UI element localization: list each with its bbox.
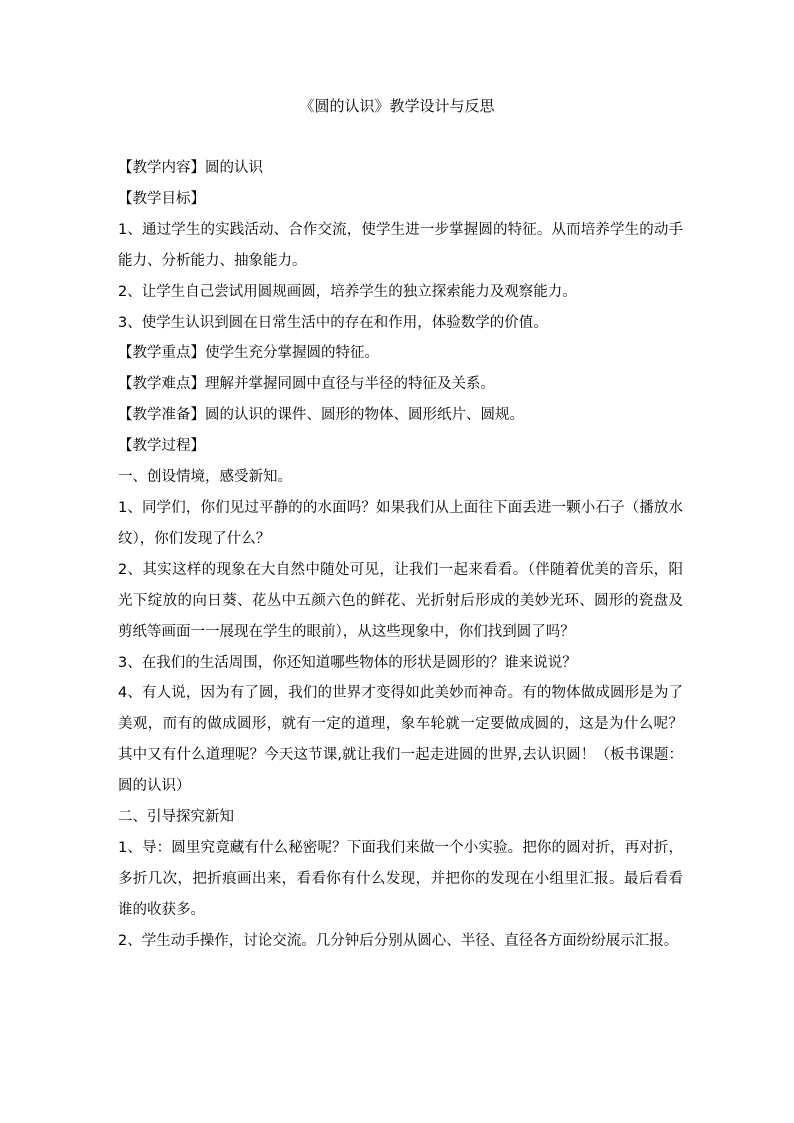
paragraph-section-1-heading: 一、创设情境，感受新知。 (118, 469, 292, 486)
paragraph-teaching-content: 【教学内容】圆的认识 (118, 160, 263, 176)
document-title: 《圆的认识》教学设计与反思 (299, 97, 495, 115)
document-body (118, 153, 683, 957)
paragraph-key-points: 【教学重点】使学生充分掌握圆的特征。 (118, 345, 379, 362)
paragraph-section-1-item-4: 4、有人说，因为有了圆，我们的世界才变得如此美妙而神奇。有的物体做成圆形是为了美观，而有的做成圆形，就有一定的道理，象车轮就一定要做成圆的，这是为什么呢？其中又有什么道理呢？今天这节课,就让我们一起走进圆的世界,去认识圆！（板书课题：圆的认识） (118, 685, 683, 795)
paragraph-process-heading: 【教学过程】 (118, 438, 205, 455)
paragraph-section-1-item-2: 2、其实这样的现象在大自然中随处可见，让我们一起来看看。（伴随着优美的音乐，阳光下绽放的向日葵、花丛中五颜六色的鲜花、光折射后形成的美妙光环、圆形的瓷盘及剪纸等画面一一展现在学生的眼前），从这些现象中，你们找到圆了吗？ (118, 561, 683, 640)
paragraph-difficulties: 【教学难点】理解并掌握同圆中直径与半径的特征及关系。 (118, 376, 495, 393)
paragraph-section-2-item-2: 2、学生动手操作，讨论交流。几分钟后分别从圆心、半径、直径各方面纷纷展示汇报。 (118, 932, 679, 949)
paragraph-section-2-item-1: 1、导：圆里究竟藏有什么秘密呢？下面我们来做一个小实验。把你的圆对折，再对折，多折几次，把折痕画出来，看看你有什么发现，并把你的发现在小组里汇报。最后看看谁的收获多。 (118, 839, 683, 918)
paragraph-section-1-item-3: 3、在我们的生活周围，你还知道哪些物体的形状是圆形的？谁来说说？ (118, 654, 577, 671)
paragraph-section-1-item-1: 1、同学们，你们见过平静的的水面吗？如果我们从上面往下面丢进一颗小石子（播放水纹），你们发现了什么？ (118, 499, 683, 547)
paragraph-section-2-heading: 二、引导探究新知 (118, 809, 234, 826)
paragraph-goal-3: 3、使学生认识到圆在日常生活中的存在和作用，体验数学的价值。 (118, 314, 548, 331)
paragraph-goal-2: 2、让学生自己尝试用圆规画圆，培养学生的独立探索能力及观察能力。 (118, 283, 577, 300)
paragraph-preparation: 【教学准备】圆的认识的课件、圆形的物体、圆形纸片、圆规。 (118, 407, 524, 424)
paragraph-teaching-goals-heading: 【教学目标】 (118, 190, 205, 207)
paragraph-goal-1: 1、通过学生的实践活动、合作交流，使学生进一步掌握圆的特征。从而培养学生的动手能力、分析能力、抽象能力。 (118, 221, 683, 269)
